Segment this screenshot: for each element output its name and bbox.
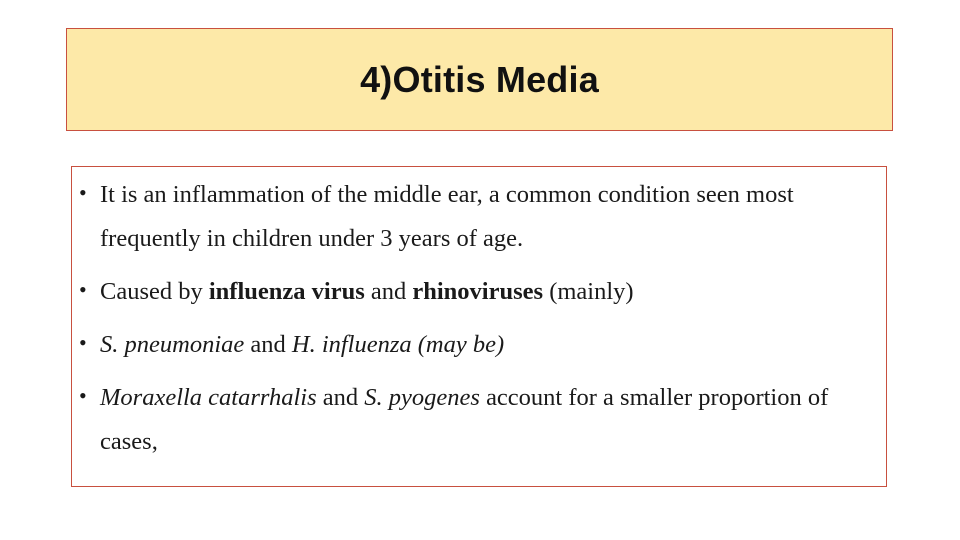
bullet-text-segment: (mainly) [543,278,634,305]
content-box [71,166,887,487]
bullet-dot-icon: • [79,277,87,302]
bullet-list [76,173,876,473]
bullet-dot-icon: • [79,383,87,408]
bullet-text-segment: and [364,278,413,305]
pathogen-rhinoviruses: rhinoviruses [412,278,544,305]
bullet-item-minor-causes [76,376,876,464]
bullet-item-causes [76,270,876,314]
pathogen-s-pneumoniae: S. pneumoniae [100,331,245,358]
bullet-item-bacteria [76,323,876,367]
pathogen-influenza-virus: influenza virus [208,278,365,305]
bullet-text-segment: and [316,384,365,411]
bullet-text-segment: account for a smaller proportion of cases, [100,384,829,455]
bullet-dot-icon: • [79,330,87,355]
pathogen-moraxella: Moraxella catarrhalis [100,384,317,411]
pathogen-s-pyogenes: S. pyogenes [364,384,480,411]
title-box [66,28,893,131]
bullet-item-definition [76,173,876,261]
bullet-text-segment: Caused by [100,278,209,305]
bullet-text-segment: and [244,331,292,358]
slide-title: 4)Otitis Media [360,58,599,100]
bullet-dot-icon: • [79,180,87,205]
pathogen-h-influenza: H. influenza (may be) [291,331,505,358]
bullet-text: It is an inflammation of the middle ear, a common condition seen most frequently in children under 3 years of age. [100,181,794,252]
